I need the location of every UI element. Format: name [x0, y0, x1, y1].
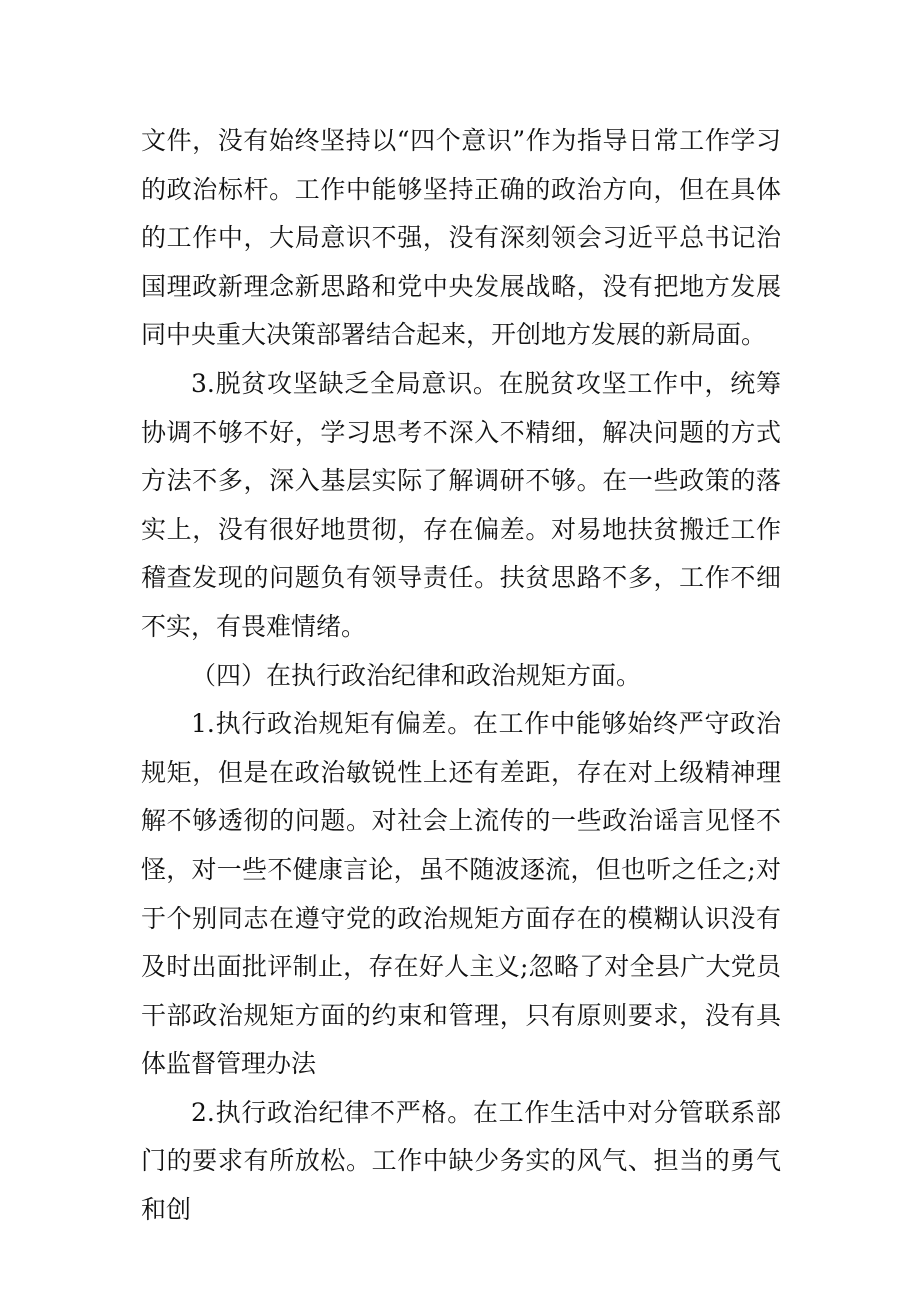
- paragraph-item-2: 2.执行政治纪律不严格。在工作生活中对分管联系部门的要求有所放松。工作中缺少务实的风气、担当的勇气和创: [141, 1097, 781, 1225]
- document-body: [141, 117, 781, 1235]
- paragraph-item-3: 3.脱贫攻坚缺乏全局意识。在脱贫攻坚工作中，统筹协调不够不好，学习思考不深入不精细，解决问题的方式方法不多，深入基层实际了解调研不够。在一些政策的落实上，没有很好地贯彻，存在偏差。对易地扶贫搬迁工作稽查发现的问题负有领导责任。扶贫思路不多，工作不细不实，有畏难情绪。: [141, 368, 781, 641]
- section-heading-4: （四）在执行政治纪律和政治规矩方面。: [191, 660, 642, 690]
- paragraph-item-1: 1.执行政治规矩有偏差。在工作中能够始终严守政治规矩，但是在政治敏锐性上还有差距，存在对上级精神理解不够透彻的问题。对社会上流传的一些政治谣言见怪不怪，对一些不健康言论，虽不随波逐流，但也听之任之;对于个别同志在遵守党的政治规矩方面存在的模糊认识没有及时出面批评制止，存在好人主义;忽略了对全县广大党员干部政治规矩方面的约束和管理，只有原则要求，没有具体监督管理办法: [141, 709, 781, 1079]
- paragraph-continuation: 文件，没有始终坚持以“四个意识”作为指导日常工作学习的政治标杆。工作中能够坚持正确的政治方向，但在具体的工作中，大局意识不强，没有深刻领会习近平总书记治国理政新理念新思路和党中央发展战略，没有把地方发展同中央重大决策部署结合起来，开创地方发展的新局面。: [141, 126, 781, 350]
